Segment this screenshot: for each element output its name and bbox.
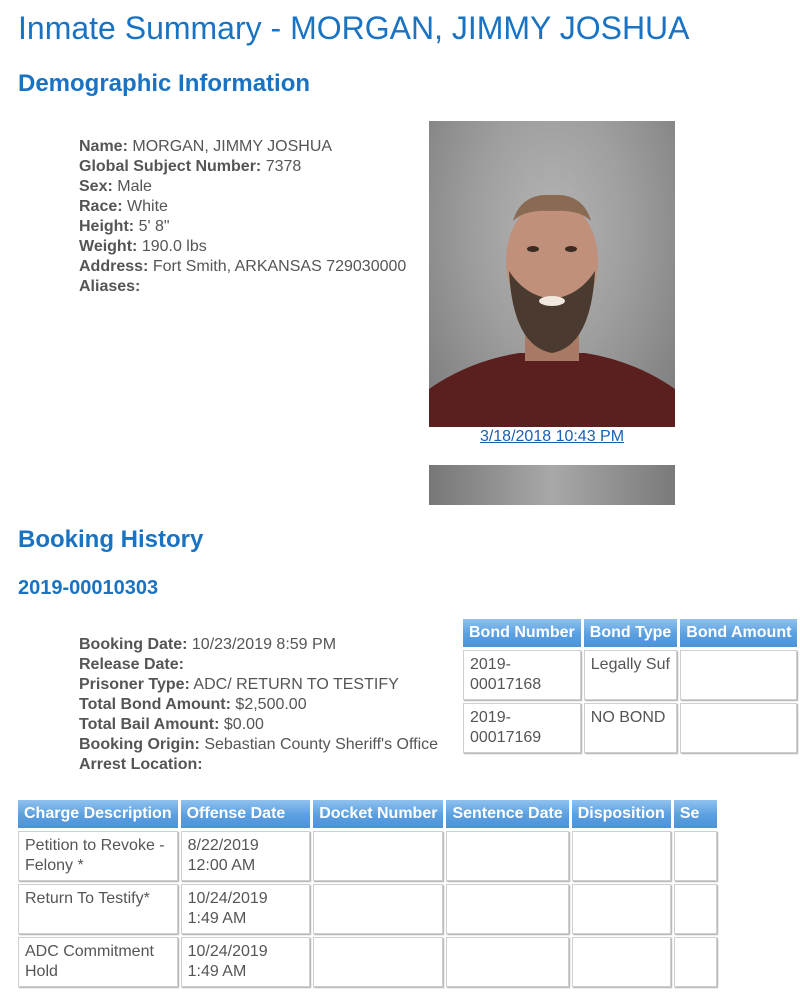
charge-header-description[interactable]: Charge Description bbox=[18, 800, 178, 828]
booking-history-heading: Booking History bbox=[18, 526, 204, 553]
sentence-cell bbox=[674, 831, 717, 881]
field-booking-origin: Booking Origin: Sebastian County Sheriff's Office bbox=[79, 736, 439, 753]
bond-header-amount[interactable]: Bond Amount bbox=[680, 619, 797, 647]
field-release-date: Release Date: bbox=[79, 656, 184, 673]
charge-description-cell: Return To Testify* bbox=[18, 884, 178, 934]
field-total-bond-amount: Total Bond Amount: $2,500.00 bbox=[79, 696, 307, 713]
table-row bbox=[463, 703, 797, 753]
charge-header-offense-date[interactable]: Offense Date bbox=[181, 800, 311, 828]
field-total-bail-amount: Total Bail Amount: $0.00 bbox=[79, 716, 264, 733]
disposition-cell bbox=[572, 831, 671, 881]
bond-header-number[interactable]: Bond Number bbox=[463, 619, 581, 647]
demographic-fields bbox=[79, 137, 406, 297]
booking-number[interactable]: 2019-00010303 bbox=[18, 577, 159, 599]
offense-date-cell: 10/24/2019 1:49 AM bbox=[181, 937, 311, 987]
disposition-cell bbox=[572, 937, 671, 987]
charge-header-sentence[interactable]: Se bbox=[674, 800, 717, 828]
field-address: Address: Fort Smith, ARKANSAS 729030000 bbox=[79, 258, 407, 275]
person-silhouette-icon bbox=[429, 121, 675, 427]
sentence-date-cell bbox=[446, 937, 568, 987]
bond-type-cell: NO BOND bbox=[584, 703, 677, 753]
offense-date-cell: 10/24/2019 1:49 AM bbox=[181, 884, 311, 934]
bond-table-viewport[interactable] bbox=[460, 616, 792, 746]
sentence-cell bbox=[674, 884, 717, 934]
table-row bbox=[18, 831, 717, 881]
charge-header-disposition[interactable]: Disposition bbox=[572, 800, 671, 828]
field-aliases: Aliases: bbox=[79, 278, 141, 295]
demographics-heading: Demographic Information bbox=[18, 70, 311, 97]
offense-date-cell: 8/22/2019 12:00 AM bbox=[181, 831, 311, 881]
sentence-date-cell bbox=[446, 884, 568, 934]
sentence-cell bbox=[674, 937, 717, 987]
charge-header-docket-number[interactable]: Docket Number bbox=[313, 800, 443, 828]
table-row bbox=[18, 884, 717, 934]
bond-table bbox=[460, 616, 800, 756]
table-row bbox=[463, 650, 797, 700]
bond-number-cell: 2019-00017168 bbox=[463, 650, 581, 700]
bond-number-cell: 2019-00017169 bbox=[463, 703, 581, 753]
bond-amount-cell bbox=[680, 650, 797, 700]
bond-amount-cell bbox=[680, 703, 797, 753]
disposition-cell bbox=[572, 884, 671, 934]
bond-header-type[interactable]: Bond Type bbox=[584, 619, 677, 647]
field-global-subject-number: Global Subject Number: 7378 bbox=[79, 158, 302, 175]
field-sex: Sex: Male bbox=[79, 178, 152, 195]
docket-number-cell bbox=[313, 937, 443, 987]
mugshot-photo[interactable] bbox=[429, 121, 675, 427]
charges-table-viewport[interactable] bbox=[15, 797, 720, 980]
table-row bbox=[18, 937, 717, 987]
charges-table bbox=[15, 797, 720, 990]
bond-type-cell: Legally Suf bbox=[584, 650, 677, 700]
page-title: Inmate Summary - MORGAN, JIMMY JOSHUA bbox=[18, 10, 690, 46]
booking-fields bbox=[79, 635, 438, 775]
docket-number-cell bbox=[313, 831, 443, 881]
field-name: Name: MORGAN, JIMMY JOSHUA bbox=[79, 138, 333, 155]
field-height: Height: 5' 8" bbox=[79, 218, 170, 235]
charge-header-sentence-date[interactable]: Sentence Date bbox=[446, 800, 568, 828]
field-prisoner-type: Prisoner Type: ADC/ RETURN TO TESTIFY bbox=[79, 676, 399, 693]
sentence-date-cell bbox=[446, 831, 568, 881]
docket-number-cell bbox=[313, 884, 443, 934]
charges-table-header bbox=[18, 800, 717, 828]
field-race: Race: White bbox=[79, 198, 168, 215]
charge-description-cell: ADC Commitment Hold bbox=[18, 937, 178, 987]
photo-date-link[interactable]: 3/18/2018 10:43 PM bbox=[479, 428, 625, 445]
field-weight: Weight: 190.0 lbs bbox=[79, 238, 207, 255]
second-photo[interactable] bbox=[429, 465, 675, 505]
field-booking-date: Booking Date: 10/23/2019 8:59 PM bbox=[79, 636, 337, 653]
field-arrest-location: Arrest Location: bbox=[79, 756, 203, 773]
charge-description-cell: Petition to Revoke - Felony * bbox=[18, 831, 178, 881]
bond-table-header bbox=[463, 619, 797, 647]
